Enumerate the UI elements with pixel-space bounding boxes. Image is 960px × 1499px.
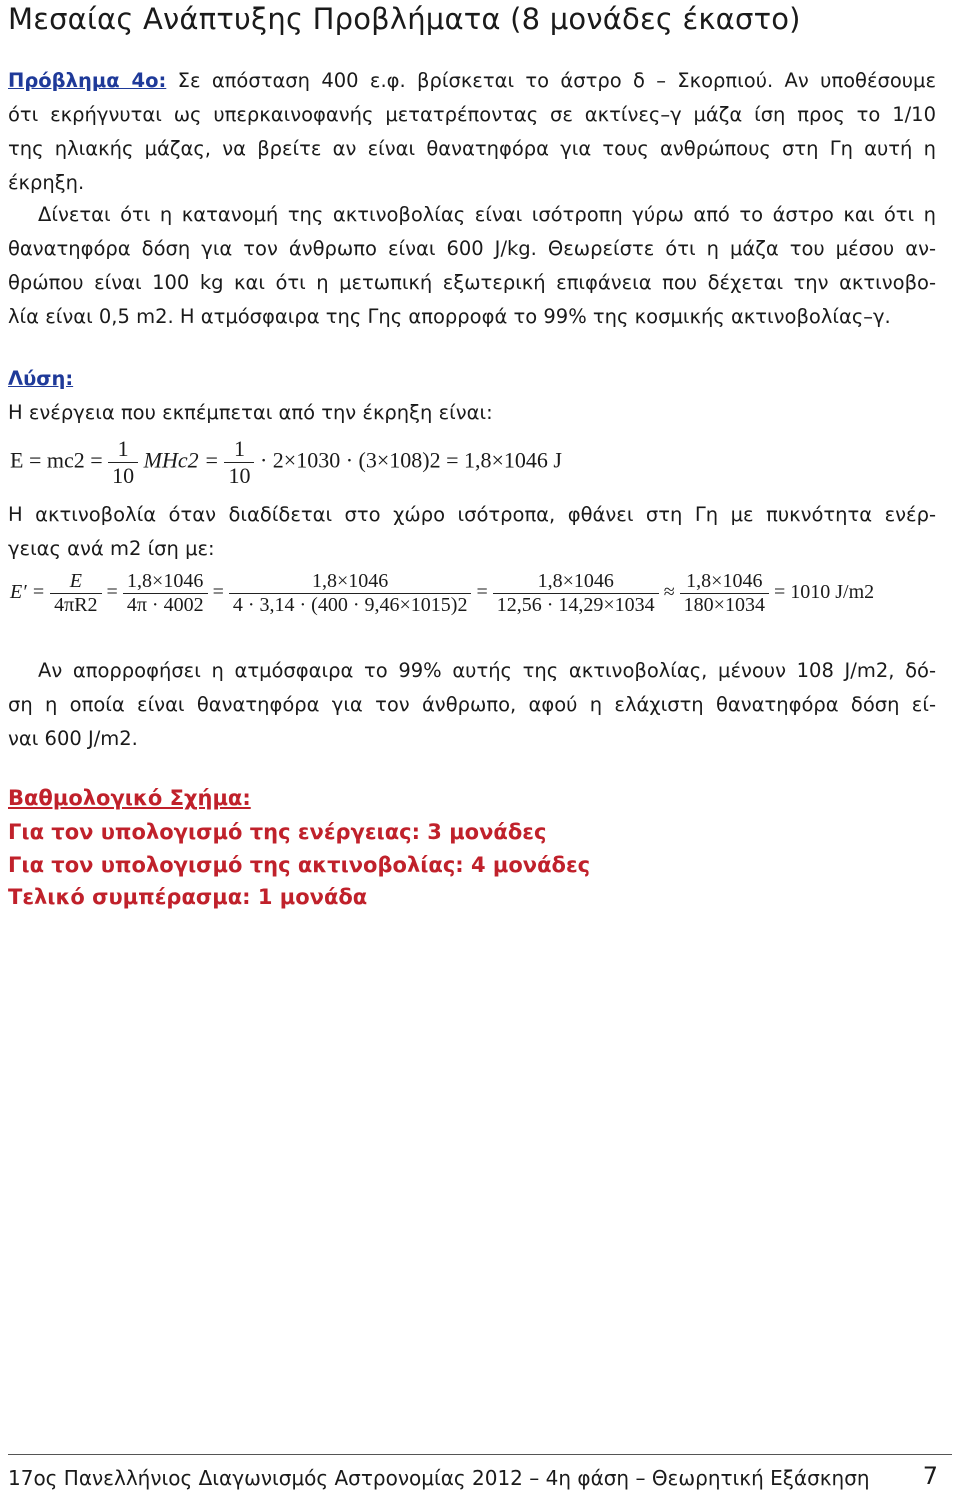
conclusion-line-3: ναι 600 J/m2. xyxy=(8,727,138,750)
conclusion-line-2: ση η οποία είναι θανατηφόρα για τον άνθρωπο, αφού η ελάχιστη θανατηφόρα δόση εί- xyxy=(8,693,936,716)
eq2-frac-3 xyxy=(229,570,472,617)
given-line-4: λία είναι 0,5 m2. Η ατμόσφαιρα της Γης απορροφά το 99% της κοσμικής ακτινοβολίας–γ. xyxy=(8,305,891,328)
grading-item-3: Τελικό συμπέρασμα: 1 μονάδα xyxy=(8,885,368,909)
problem-line-1-text: Σε απόσταση 400 ε.φ. βρίσκεται το άστρο δ – Σκορπιού. Αν υποθέσουμε xyxy=(177,69,937,92)
eq1-rhs: · 2×1030 · (3×108)2 = 1,8×1046 J xyxy=(259,447,562,473)
eq2-equals-3: = xyxy=(476,581,488,604)
radiation-intro xyxy=(8,498,936,566)
energy-equation xyxy=(10,436,562,489)
given-line-3: θρώπου είναι 100 kg και ότι η μετωπική εξωτερική επιφάνεια που δέχεται την ακτινοβο- xyxy=(8,271,936,294)
eq2-equals-2: = xyxy=(212,581,224,604)
eq2-f2-num: 1,8×1046 xyxy=(123,570,208,594)
eq2-equals-1: = xyxy=(106,581,118,604)
eq2-f2-den: 4π · 4002 xyxy=(126,594,204,616)
eq2-frac-2 xyxy=(123,570,208,617)
energy-intro: Η ενέργεια που εκπέμπεται από την έκρηξη είναι: xyxy=(8,401,493,424)
page-title: Μεσαίας Ανάπτυξης Προβλήματα (8 μονάδες έκαστο) xyxy=(8,2,801,36)
eq2-f4-num: 1,8×1046 xyxy=(493,570,659,594)
footer-divider xyxy=(8,1454,952,1455)
eq2-f5-num: 1,8×1046 xyxy=(680,570,769,594)
radiation-line-1: Η ακτινοβολία όταν διαδίδεται στο χώρο ισότροπα, φθάνει στη Γη με πυκνότητα ενέρ- xyxy=(8,503,936,526)
eq2-result: = 1010 J/m2 xyxy=(773,581,875,604)
eq2-f1-den: 4πR2 xyxy=(54,594,98,616)
eq2-frac-4 xyxy=(493,570,659,617)
eq1-frac2-den: 10 xyxy=(228,463,251,488)
given-line-1: Δίνεται ότι η κατανομή της ακτινοβολίας είναι ισότροπη γύρω από το άστρο και ότι η xyxy=(38,203,936,226)
eq2-frac-5 xyxy=(680,570,769,617)
problem-line-4: έκρηξη. xyxy=(8,171,85,194)
eq2-lhs: E′ = xyxy=(10,581,46,604)
solution-label: Λύση: xyxy=(8,367,74,390)
problem-line-3: της ηλιακής μάζας, να βρείτε αν είναι θανατηφόρα για τους ανθρώπους στη Γη αυτή η xyxy=(8,137,936,160)
grading-heading-text: Βαθμολογικό Σχήμα: xyxy=(8,786,251,810)
eq2-f3-den: 4 · 3,14 · (400 · 9,46×1015)2 xyxy=(232,594,468,616)
eq1-frac-num: 1 xyxy=(108,436,138,463)
problem-line-1 xyxy=(8,64,936,98)
eq1-lhs: E = mc2 = xyxy=(10,447,103,473)
problem-statement xyxy=(8,64,936,200)
footer-text: 17ος Πανελλήνιος Διαγωνισμός Αστρονομίας 2012 – 4η φάση – Θεωρητική Εξάσκηση xyxy=(8,1466,870,1490)
eq2-f1-num: E xyxy=(50,570,101,594)
given-line-2: θανατηφόρα δόση για τον άνθρωπο είναι 600 J/kg. Θεωρείστε ότι η μάζα του μέσου αν- xyxy=(8,237,936,260)
problem-label: Πρόβλημα 4ο: xyxy=(8,69,167,92)
solution-heading-block xyxy=(8,362,936,430)
flux-equation xyxy=(10,570,874,617)
page-number: 7 xyxy=(922,1462,938,1490)
eq2-f5-den: 180×1034 xyxy=(683,594,765,616)
eq1-fraction xyxy=(108,436,138,489)
grading-item-2: Για τον υπολογισμό της ακτινοβολίας: 4 μονάδες xyxy=(8,853,591,877)
eq1-frac-den: 10 xyxy=(112,463,135,488)
grading-item-1: Για τον υπολογισμό της ενέργειας: 3 μονάδες xyxy=(8,820,547,844)
grading-heading xyxy=(8,786,251,810)
eq1-frac2-num: 1 xyxy=(224,436,254,463)
eq1-mass: MΗc2 = xyxy=(143,447,219,473)
eq2-approx: ≈ xyxy=(663,581,675,604)
conclusion-line-1: Αν απορροφήσει η ατμόσφαιρα το 99% αυτής της ακτινοβολίας, μένουν 108 J/m2, δό- xyxy=(38,659,936,682)
problem-line-2: ότι εκρήγνυται ως υπερκαινοφανής μετατρέποντας σε ακτίνες–γ μάζα ίση προς το 1/10 xyxy=(8,103,936,126)
eq1-fraction-2 xyxy=(224,436,254,489)
eq2-frac-1 xyxy=(50,570,101,617)
radiation-line-2: γειας ανά m2 ίση με: xyxy=(8,537,215,560)
eq2-f3-num: 1,8×1046 xyxy=(229,570,472,594)
conclusion xyxy=(8,654,936,756)
given-data xyxy=(8,198,936,334)
eq2-f4-den: 12,56 · 14,29×1034 xyxy=(496,594,655,616)
